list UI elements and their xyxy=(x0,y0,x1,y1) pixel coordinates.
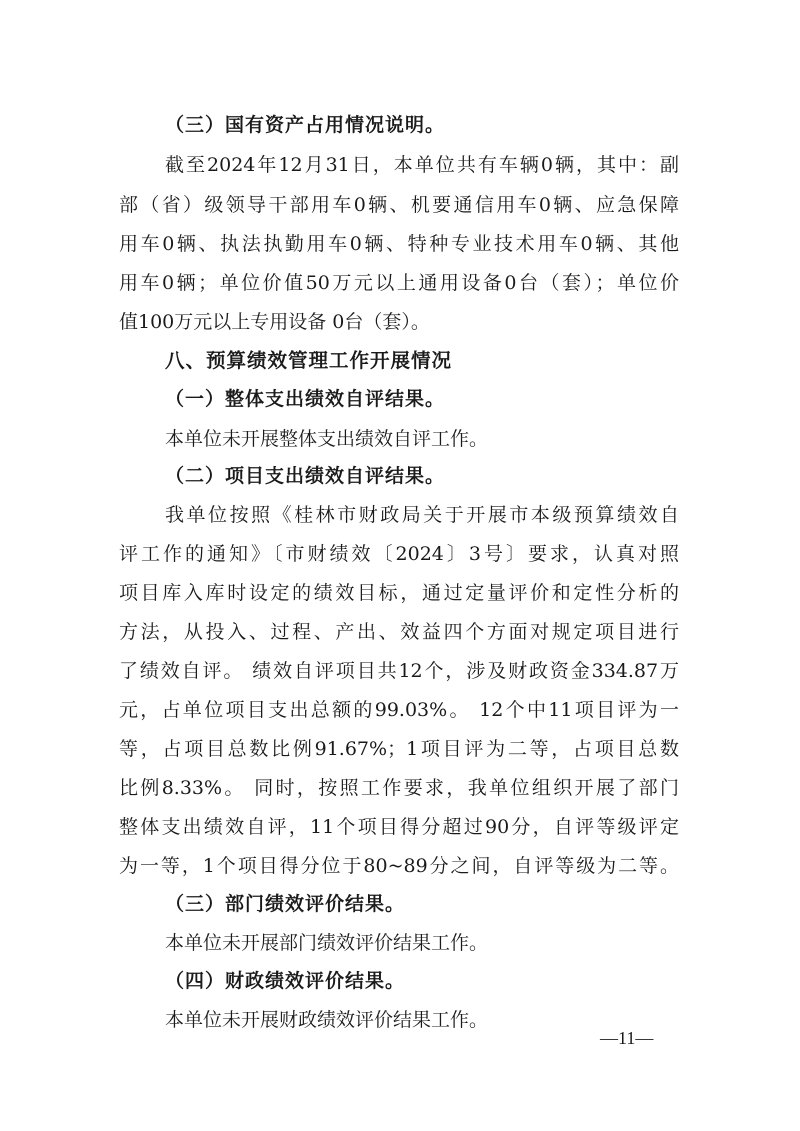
paragraph-line: 了绩效自评。 绩效自评项目共12个，涉及财政资金334.87万 xyxy=(119,660,679,682)
section-heading-finance-eval: （四）财政绩效评价结果。 xyxy=(165,970,406,992)
section-heading-overall-selfeval: （一）整体支出绩效自评结果。 xyxy=(165,388,446,410)
paragraph-line: 方法，从投入、过程、产出、效益四个方面对规定项目进行 xyxy=(119,621,679,643)
paragraph-line: 值100万元以上专用设备 0台（套）。 xyxy=(119,311,430,333)
paragraph-line: 比例8.33%。 同时，按照工作要求，我单位组织开展了部门 xyxy=(119,777,679,799)
paragraph-line: 为一等，1个项目得分位于80~89分之间，自评等级为二等。 xyxy=(119,855,679,877)
paragraph-line: 整体支出绩效自评，11个项目得分超过90分，自评等级评定 xyxy=(119,816,679,838)
section-heading-dept-eval: （三）部门绩效评价结果。 xyxy=(165,893,406,915)
paragraph-line: 本单位未开展财政绩效评价结果工作。 xyxy=(165,1009,489,1031)
paragraph-line: 评工作的通知》〔市财绩效〔2024〕3号〕要求，认真对照 xyxy=(119,543,679,565)
paragraph-line: 用车0辆；单位价值50万元以上通用设备0台（套）；单位价 xyxy=(119,272,679,294)
section-heading-project-selfeval: （二）项目支出绩效自评结果。 xyxy=(165,465,446,487)
major-heading-performance: 八、预算绩效管理工作开展情况 xyxy=(165,349,453,372)
page-number: —11— xyxy=(600,1028,654,1048)
paragraph-line: 等，占项目总数比例91.67%；1项目评为二等，占项目总数 xyxy=(119,738,679,760)
paragraph-line: 元，占单位项目支出总额的99.03%。 12个中11项目评为一 xyxy=(119,699,679,721)
paragraph-line: 我单位按照《桂林市财政局关于开展市本级预算绩效自 xyxy=(165,504,679,526)
paragraph-line: 项目库入库时设定的绩效目标，通过定量评价和定性分析的 xyxy=(119,582,679,604)
paragraph-line: 本单位未开展部门绩效评价结果工作。 xyxy=(165,932,489,954)
paragraph-line: 本单位未开展整体支出绩效自评工作。 xyxy=(165,428,489,450)
section-heading-asset-usage: （三）国有资产占用情况说明。 xyxy=(165,114,446,136)
paragraph-line: 部（省）级领导干部用车0辆、机要通信用车0辆、应急保障 xyxy=(119,194,679,216)
paragraph-line: 截至2024年12月31日，本单位共有车辆0辆，其中：副 xyxy=(165,154,679,176)
paragraph-line: 用车0辆、执法执勤用车0辆、特种专业技术用车0辆、其他 xyxy=(119,233,679,255)
